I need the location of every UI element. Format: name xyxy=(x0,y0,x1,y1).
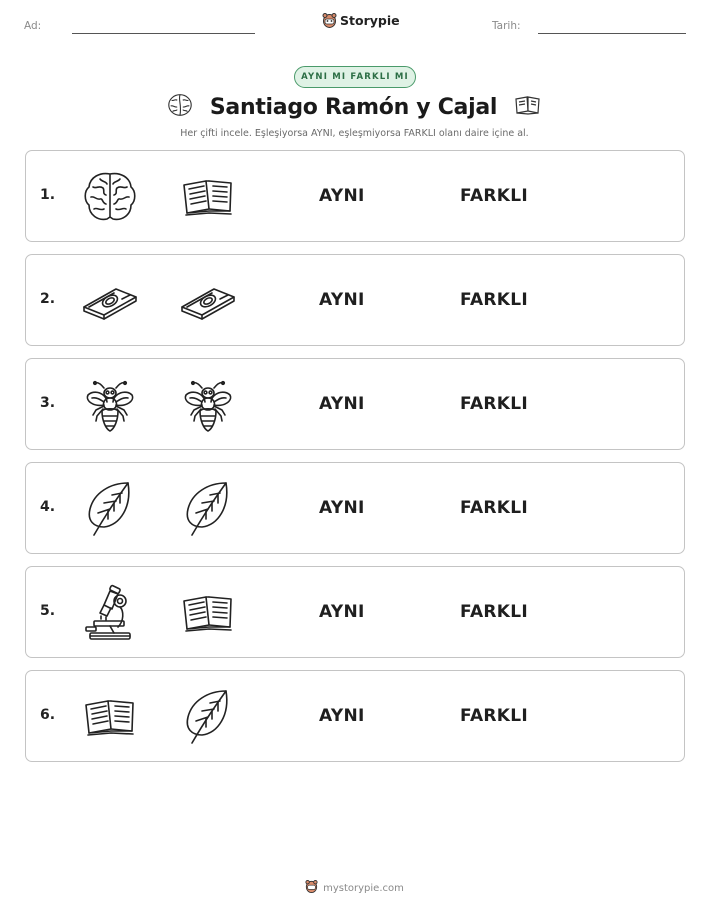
footer xyxy=(0,879,709,897)
brand-logo xyxy=(322,12,400,29)
row-number: 1. xyxy=(40,187,56,203)
exercise-row-1 xyxy=(25,150,685,242)
same-option[interactable]: AYNI xyxy=(319,602,365,622)
bee-icon xyxy=(178,375,238,435)
leaf-icon xyxy=(178,479,238,539)
slide-icon xyxy=(178,271,238,331)
exercise-row-2 xyxy=(25,254,685,346)
date-line[interactable] xyxy=(538,33,686,34)
book-icon xyxy=(513,94,543,120)
row-number: 2. xyxy=(40,291,56,307)
name-label: Ad: xyxy=(24,20,42,32)
row-number: 3. xyxy=(40,395,56,411)
date-label: Tarih: xyxy=(492,20,521,32)
different-option[interactable]: FARKLI xyxy=(460,394,529,414)
brain-icon xyxy=(166,91,194,123)
book-icon xyxy=(178,583,238,643)
slide-icon xyxy=(80,271,140,331)
different-option[interactable]: FARKLI xyxy=(460,498,529,518)
row-number: 4. xyxy=(40,499,56,515)
row-number: 5. xyxy=(40,603,56,619)
different-option[interactable]: FARKLI xyxy=(460,290,529,310)
same-option[interactable]: AYNI xyxy=(319,186,365,206)
same-option[interactable]: AYNI xyxy=(319,394,365,414)
title-row xyxy=(0,90,709,124)
microscope-icon xyxy=(80,583,140,643)
brain-icon xyxy=(80,167,140,227)
instructions: Her çifti incele. Eşleşiyorsa AYNI, eşleşmiyorsa FARKLI olanı daire içine al. xyxy=(180,128,529,139)
bee-icon xyxy=(80,375,140,435)
page-title: Santiago Ramón y Cajal xyxy=(209,94,498,120)
exercise-row-3 xyxy=(25,358,685,450)
exercise-row-4 xyxy=(25,462,685,554)
row-number: 6. xyxy=(40,707,56,723)
different-option[interactable]: FARKLI xyxy=(460,602,529,622)
book-icon xyxy=(178,167,238,227)
leaf-icon xyxy=(80,479,140,539)
same-option[interactable]: AYNI xyxy=(319,290,365,310)
name-line[interactable] xyxy=(72,33,255,34)
book-icon xyxy=(80,687,140,747)
same-option[interactable]: AYNI xyxy=(319,706,365,726)
worksheet-type-badge: AYNI MI FARKLI MI xyxy=(294,66,416,88)
exercise-row-5 xyxy=(25,566,685,658)
brand-name: Storypie xyxy=(340,13,400,28)
exercise-row-6 xyxy=(25,670,685,762)
different-option[interactable]: FARKLI xyxy=(460,186,529,206)
leaf-icon xyxy=(178,687,238,747)
footer-site: mystorypie.com xyxy=(323,882,404,894)
exercise-list xyxy=(25,150,685,774)
same-option[interactable]: AYNI xyxy=(319,498,365,518)
mascot-icon xyxy=(322,12,337,29)
different-option[interactable]: FARKLI xyxy=(460,706,529,726)
mascot-icon xyxy=(305,879,318,897)
